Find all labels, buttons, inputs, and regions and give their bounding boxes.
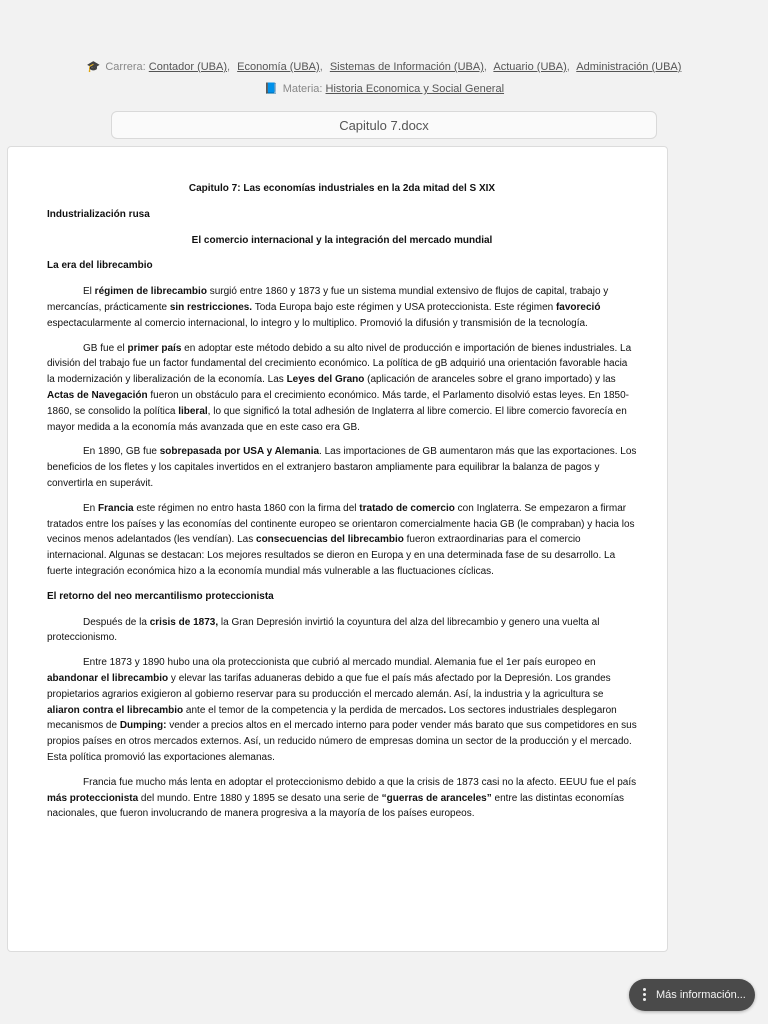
- more-info-button[interactable]: [629, 979, 755, 1011]
- paragraph-5: Después de la crisis de 1873, la Gran Depresión invirtió la coyuntura del alza del librecambio y genero una vuelta al proteccionismo.: [47, 616, 600, 644]
- heading-librecambio: La era del librecambio: [47, 260, 153, 272]
- carrera-link-actuario[interactable]: Actuario (UBA): [493, 61, 567, 73]
- paragraph-7: Francia fue mucho más lenta en adoptar el proteccionismo debido a que la crisis de 1873 casi no la afecto. EEUU fue el país más proteccionista del mundo. Entre 1880 y 1895 se desato una serie de “guerras de aranceles” entre las distintas economías nacionales, que fueron involucrando de manera progresiva a la mayoría de los países europeos.: [47, 776, 637, 820]
- materia-link[interactable]: Historia Economica y Social General: [325, 83, 505, 95]
- paragraph-1: El régimen de librecambio surgió entre 1860 y 1873 y fue un sistema mundial extensivo de flujos de capital, trabajo y mercancías, prácticamente sin restricciones. Toda Europa bajo este régimen y USA proteccionista. Este régimen favoreció espectacularmente al comercio internacional, lo integro y lo multiplico. Promovió la difusión y transmisión de la tecnología.: [47, 286, 609, 329]
- carrera-label: Carrera:: [105, 61, 146, 73]
- carrera-link-sistemas[interactable]: Sistemas de Información (UBA): [329, 61, 484, 73]
- file-name-bar: [111, 111, 657, 139]
- file-name: Capitulo 7.docx: [339, 118, 429, 133]
- carrera-link-economia[interactable]: Economía (UBA): [237, 61, 320, 73]
- paragraph-3: En 1890, GB fue sobrepasada por USA y Alemania. Las importaciones de GB aumentaron más que las exportaciones. Los beneficios de los fletes y los capitales invertidos en el extranjero bastaron ampliamente para equilibrar la balanza de pagos y convertirla en superávit.: [47, 446, 637, 489]
- vertical-dots-icon: [643, 988, 647, 1002]
- carrera-row: 🎓 Carrera: Contador (UBA), Economía (UBA), Sistemas de Información (UBA), Actuario (UBA), Administración (UBA): [86, 61, 682, 73]
- paragraph-2: GB fue el primer país en adoptar este método debido a su alto nivel de producción e importación de bienes industriales. La división del trabajo fue un factor fundamental del crecimiento económico. La política de gB adquirió una orientación favorable hacia la modernización y liberalización de la economía. Las Leyes del Grano (aplicación de aranceles sobre el grano importado) y las Actas de Navegación fueron un obstáculo para el crecimiento económico. Más tarde, el Parlamento disolvió estas leyes. En 1850-1860, se consolido la política liberal, lo que significó la total adhesión de Inglaterra al libre comercio. El libre comercio favorecía en mayor medida a la economía más avanzada que en este caso era GB.: [47, 342, 632, 433]
- materia-row: [0, 82, 768, 95]
- materia-label: Materia:: [282, 83, 323, 95]
- document-title: Capitulo 7: Las economías industriales en la 2da mitad del S XIX: [188, 183, 496, 194]
- heading-comercio: El comercio internacional y la integración del mercado mundial: [191, 234, 493, 246]
- heading-neo-mercantilismo: El retorno del neo mercantilismo proteccionista: [47, 590, 274, 602]
- paragraph-6: Entre 1873 y 1890 hubo una ola proteccionista que cubrió al mercado mundial. Alemania fue el 1er país europeo en abandonar el librecambio y elevar las tarifas aduaneras debido a que fue el país más afectado por la Depresión. Los grandes propietarios agrarios exigieron al gobierno reservar para su producción el mercado alemán. Así, la industria y la agricultura se aliaron contra el librecambio ante el temor de la competencia y la perdida de mercados. Los sectores industriales desplegaron mecanismos de Dumping: vender a precios altos en el mercado interno para poder vender más barato que sus competidores en sus propios países en otros mercados externos. Así, un reducido número de empresas domina un sector de la producción y el mercado. Esta política promovió las exportaciones alemanas.: [47, 657, 637, 763]
- book-icon: 📘: [263, 83, 278, 95]
- graduation-cap-icon: 🎓: [86, 61, 101, 73]
- heading-industrializacion: Industrialización rusa: [47, 208, 150, 220]
- paragraph-4: En Francia este régimen no entro hasta 1860 con la firma del tratado de comercio con Inglaterra. Se empezaron a firmar tratados entre los países y las economías del continente europeo se orientaron comercialmente hacia GB (le compraban) y hacia los vecinos menos adelantados (les vendían). Las consecuencias del librecambio fueron extraordinarias para el comercio internacional. Algunas se destacan: Los mejores resultados se dieron en Europa y en una determinada fase de su desarrollo. La fuerte integración económica hizo a la economía mundial más vulnerable a las fluctuaciones cíclicas.: [47, 502, 635, 577]
- document-content: [47, 181, 637, 831]
- carrera-link-administracion[interactable]: Administración (UBA): [576, 61, 682, 73]
- document-viewer[interactable]: [7, 146, 668, 952]
- carrera-link-contador[interactable]: Contador (UBA): [148, 61, 228, 73]
- more-info-label: Más información...: [656, 989, 746, 1001]
